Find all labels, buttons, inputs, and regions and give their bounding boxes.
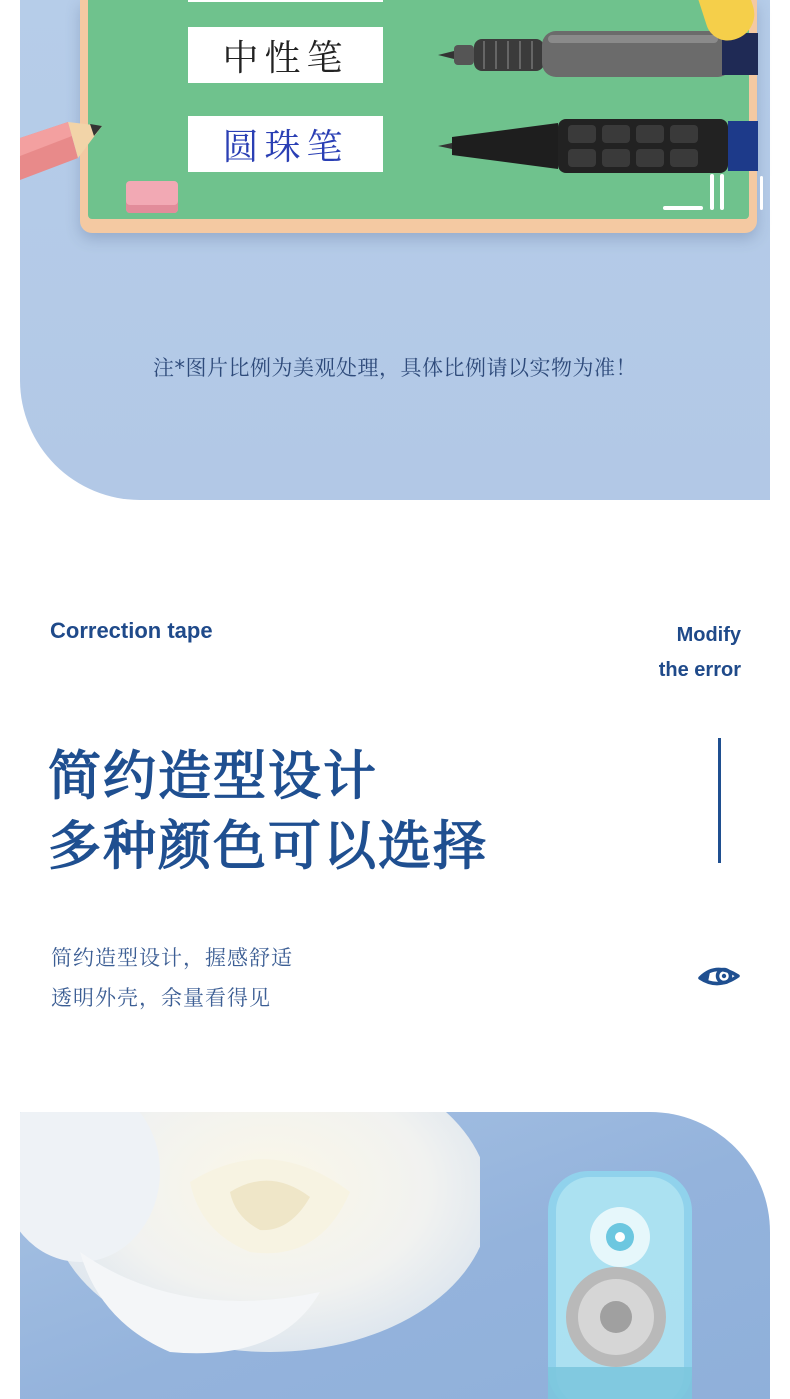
chalk-piece [663,206,703,210]
description-line-1: 简约造型设计，握感舒适 [51,946,293,970]
eraser-icon [126,181,178,213]
correction-tape-image [540,1167,700,1399]
disclaimer-note: 注*图片比例为美观处理，具体比例请以实物为准！ [153,356,637,380]
heading-line-2: 多种颜色可以选择 [48,816,488,877]
chalk-piece [720,174,724,210]
chalk-piece [760,176,763,210]
section-title-en: Correction tape [50,618,213,643]
product-image-panel [20,0,770,500]
gel-pen-image [438,25,758,85]
chalk-piece [710,174,714,210]
heading-line-1: 简约造型设计 [48,746,378,807]
tagline-line: Modify [676,624,741,646]
chalkboard-surface [88,0,749,219]
chalkboard [80,0,757,233]
description-line-2: 透明外壳，余量看得见 [51,986,271,1010]
eye-icon [698,960,742,992]
chalk-piece [770,176,773,210]
label-card-gel-pen: 中性笔 [188,27,383,83]
tagline-en [659,618,741,688]
label-card-ballpoint-pen: 圆珠笔 [188,116,383,172]
ballpoint-pen-image [438,115,758,177]
tagline-line: the error [658,659,741,681]
rose-image [20,1112,480,1399]
product-photo [20,1112,770,1399]
label-card-top [188,0,383,2]
pencil-icon [20,118,104,184]
divider-vertical [718,738,721,863]
